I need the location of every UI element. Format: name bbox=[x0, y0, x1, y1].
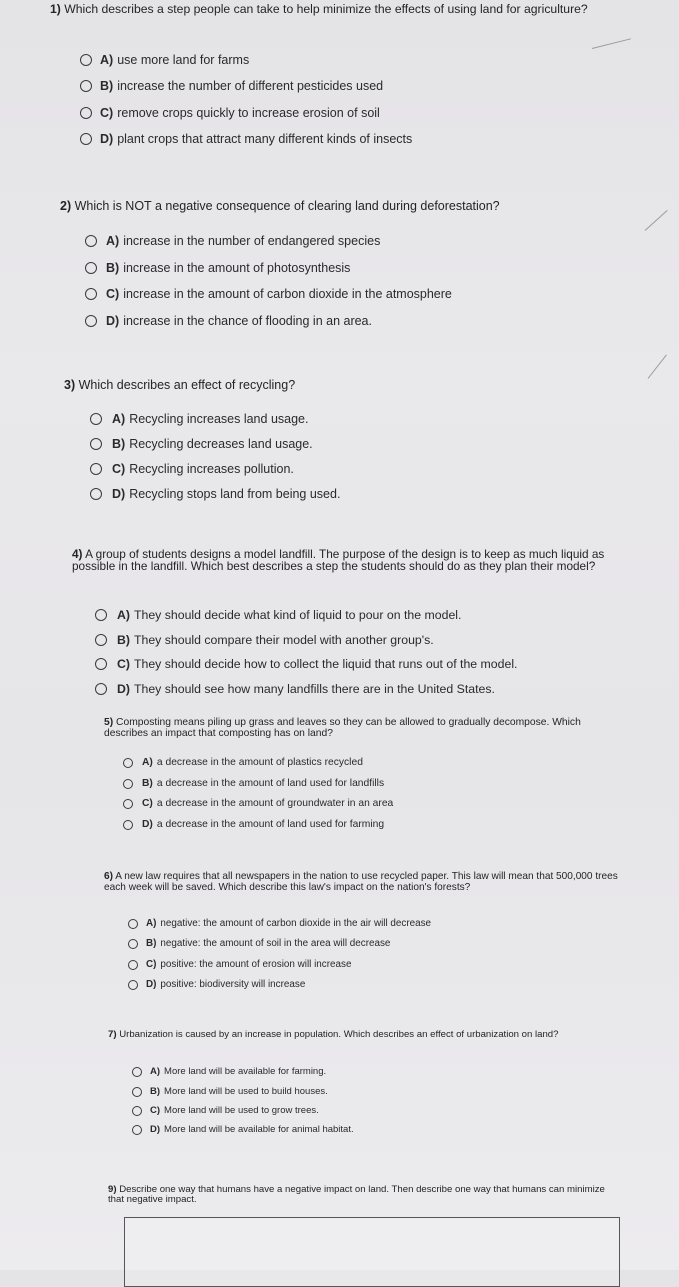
question-3 bbox=[64, 379, 664, 392]
question-6 bbox=[104, 872, 624, 893]
radio-button[interactable] bbox=[95, 609, 107, 621]
radio-button[interactable] bbox=[95, 658, 107, 670]
pen-mark bbox=[648, 355, 667, 379]
radio-button[interactable] bbox=[90, 488, 102, 500]
question-text: 9) Describe one way that humans have a negative impact on land. Then describe one way that humans can minimize that negative impact. bbox=[108, 1184, 605, 1206]
radio-button[interactable] bbox=[128, 960, 138, 970]
option-6c[interactable]: C) positive: the amount of erosion will increase bbox=[128, 959, 351, 970]
option-7b[interactable]: B) More land will be used to build houses. bbox=[132, 1086, 328, 1097]
option-1c[interactable]: C) remove crops quickly to increase erosion of soil bbox=[80, 106, 380, 120]
option-1d[interactable]: D) plant crops that attract many different kinds of insects bbox=[80, 132, 412, 146]
question-7 bbox=[108, 1030, 608, 1040]
option-3b[interactable]: B) Recycling decreases land usage. bbox=[90, 437, 313, 451]
question-text: 1) Which describes a step people can take to help minimize the effects of using land for agriculture? bbox=[50, 2, 588, 16]
option-5a[interactable]: A) a decrease in the amount of plastics recycled bbox=[123, 757, 363, 768]
radio-button[interactable] bbox=[123, 779, 133, 789]
option-7c[interactable]: C) More land will be used to grow trees. bbox=[132, 1105, 319, 1116]
question-text: 2) Which is NOT a negative consequence of clearing land during deforestation? bbox=[60, 199, 500, 213]
option-5c[interactable]: C) a decrease in the amount of groundwater in an area bbox=[123, 798, 393, 809]
question-text: 6) A new law requires that all newspapers in the nation to use recycled paper. This law will mean that 500,000 trees each week will be saved. Which describe this law's impact on the nation's forests? bbox=[104, 871, 618, 893]
option-7d[interactable]: D) More land will be available for animal habitat. bbox=[132, 1124, 354, 1135]
option-4d[interactable]: D) They should see how many landfills there are in the United States. bbox=[95, 682, 495, 696]
question-text: 3) Which describes an effect of recycling? bbox=[64, 378, 296, 392]
radio-button[interactable] bbox=[95, 683, 107, 695]
question-text: 7) Urbanization is caused by an increase in population. Which describes an effect of urbanization on land? bbox=[108, 1029, 559, 1040]
radio-button[interactable] bbox=[128, 980, 138, 990]
radio-button[interactable] bbox=[123, 799, 133, 809]
radio-button[interactable] bbox=[128, 919, 138, 929]
question-2 bbox=[60, 200, 660, 213]
radio-button[interactable] bbox=[90, 438, 102, 450]
option-4c[interactable]: C) They should decide how to collect the liquid that runs out of the model. bbox=[95, 657, 517, 671]
radio-button[interactable] bbox=[132, 1106, 142, 1116]
option-6a[interactable]: A) negative: the amount of carbon dioxide in the air will decrease bbox=[128, 918, 431, 929]
radio-button[interactable] bbox=[85, 288, 97, 300]
radio-button[interactable] bbox=[132, 1067, 142, 1077]
question-9 bbox=[108, 1185, 608, 1205]
radio-button[interactable] bbox=[80, 54, 92, 66]
radio-button[interactable] bbox=[85, 235, 97, 247]
option-1b[interactable]: B) increase the number of different pesticides used bbox=[80, 79, 383, 93]
radio-button[interactable] bbox=[90, 463, 102, 475]
question-1 bbox=[50, 3, 650, 16]
radio-button[interactable] bbox=[132, 1087, 142, 1097]
radio-button[interactable] bbox=[80, 80, 92, 92]
pen-mark bbox=[645, 210, 668, 231]
option-1a[interactable]: A) use more land for farms bbox=[80, 53, 249, 67]
option-5b[interactable]: B) a decrease in the amount of land used for landfills bbox=[123, 778, 384, 789]
option-3c[interactable]: C) Recycling increases pollution. bbox=[90, 462, 294, 476]
option-2c[interactable]: C) increase in the amount of carbon dioxide in the atmosphere bbox=[85, 287, 452, 301]
radio-button[interactable] bbox=[128, 939, 138, 949]
radio-button[interactable] bbox=[80, 107, 92, 119]
radio-button[interactable] bbox=[123, 820, 133, 830]
option-5d[interactable]: D) a decrease in the amount of land used for farming bbox=[123, 819, 384, 830]
option-6b[interactable]: B) negative: the amount of soil in the area will decrease bbox=[128, 938, 390, 949]
option-2a[interactable]: A) increase in the number of endangered species bbox=[85, 234, 380, 248]
question-5 bbox=[104, 718, 624, 740]
radio-button[interactable] bbox=[85, 262, 97, 274]
question-text: 4) A group of students designs a model landfill. The purpose of the design is to keep as much liquid as possible in the landfill. Which best describes a step the students should do as they plan their model? bbox=[72, 547, 605, 574]
option-3a[interactable]: A) Recycling increases land usage. bbox=[90, 412, 308, 426]
radio-button[interactable] bbox=[95, 634, 107, 646]
option-3d[interactable]: D) Recycling stops land from being used. bbox=[90, 487, 340, 501]
question-text: 5) Composting means piling up grass and leaves so they can be allowed to gradually decompose. Which describes an impact that composting has on land? bbox=[104, 717, 581, 739]
option-6d[interactable]: D) positive: biodiversity will increase bbox=[128, 979, 305, 990]
answer-text-box[interactable] bbox=[124, 1217, 620, 1287]
radio-button[interactable] bbox=[132, 1125, 142, 1135]
option-2b[interactable]: B) increase in the amount of photosynthesis bbox=[85, 261, 350, 275]
question-4 bbox=[72, 548, 632, 573]
pen-mark bbox=[592, 38, 631, 49]
radio-button[interactable] bbox=[85, 315, 97, 327]
option-2d[interactable]: D) increase in the chance of flooding in an area. bbox=[85, 314, 372, 328]
option-4b[interactable]: B) They should compare their model with another group's. bbox=[95, 633, 434, 647]
option-7a[interactable]: A) More land will be available for farming. bbox=[132, 1066, 326, 1077]
radio-button[interactable] bbox=[123, 758, 133, 768]
radio-button[interactable] bbox=[90, 413, 102, 425]
radio-button[interactable] bbox=[80, 133, 92, 145]
option-4a[interactable]: A) They should decide what kind of liquid to pour on the model. bbox=[95, 608, 461, 622]
